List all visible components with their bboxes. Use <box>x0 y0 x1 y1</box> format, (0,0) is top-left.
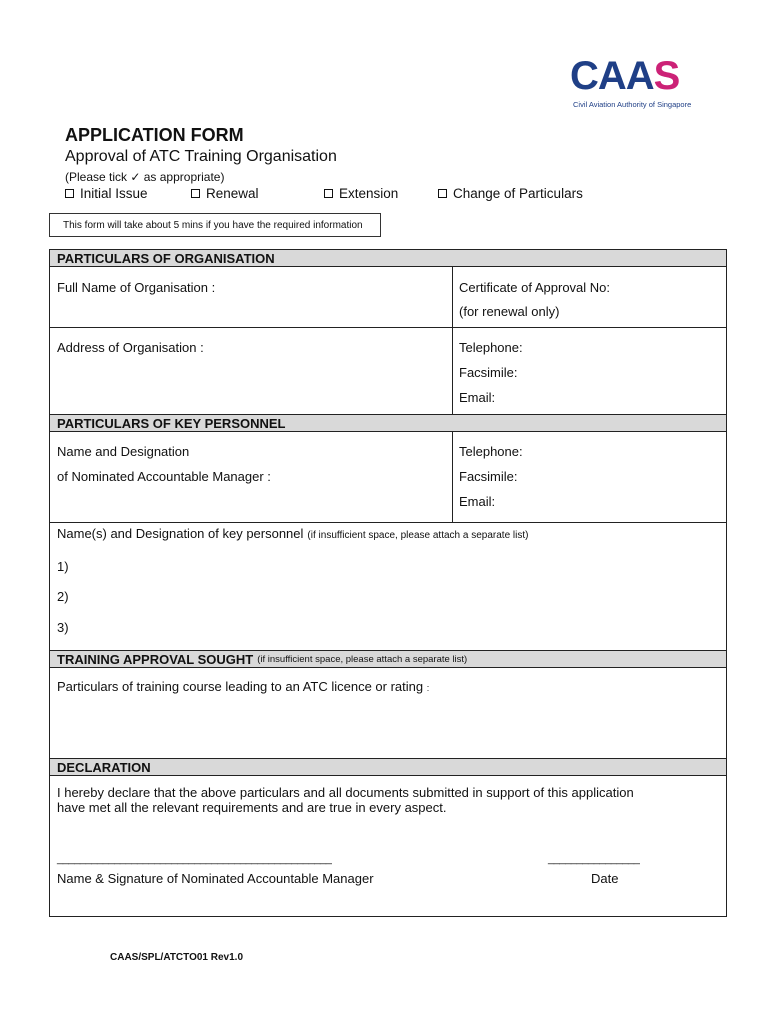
logo-wordmark <box>570 56 679 96</box>
logo-letter-c: C <box>570 54 598 98</box>
tick-instruction: (Please tick ✓ as appropriate) <box>65 170 225 184</box>
checkbox-icon[interactable] <box>191 189 200 198</box>
option-renewal[interactable] <box>191 186 259 201</box>
org-telephone-label: Telephone: <box>459 340 523 355</box>
declaration-line1: I hereby declare that the above particulars and all documents submitted in support of this application <box>57 785 634 800</box>
key-personnel-item-1: 1) <box>57 559 69 574</box>
list-label-text: Name(s) and Designation of key personnel <box>57 526 304 541</box>
logo-subtitle: Civil Aviation Authority of Singapore <box>573 100 692 109</box>
option-label: Change of Particulars <box>453 186 583 201</box>
key-personnel-item-3: 3) <box>57 620 69 635</box>
section-key-personnel-heading <box>49 414 727 432</box>
manager-email-label: Email: <box>459 494 496 509</box>
time-notice-text: This form will take about 5 mins if you have the required information <box>63 219 363 231</box>
time-notice <box>49 213 381 237</box>
form-code: CAAS/SPL/ATCTO01 Rev1.0 <box>110 952 244 963</box>
coa-label: Certificate of Approval No: <box>459 280 611 295</box>
manager-contact-field[interactable] <box>453 433 726 521</box>
date-field[interactable] <box>548 840 664 866</box>
option-label: Initial Issue <box>80 186 148 201</box>
manager-name-label-line2: of Nominated Accountable Manager : <box>57 469 271 484</box>
manager-name-field[interactable] <box>50 433 451 521</box>
option-extension[interactable] <box>324 186 398 201</box>
address-label: Address of Organisation : <box>57 340 204 355</box>
training-course-label <box>57 679 429 694</box>
date-rule: ________________ <box>548 853 640 865</box>
logo-letter-a: A <box>597 54 626 98</box>
date-label: Date <box>591 871 619 886</box>
full-name-field[interactable] <box>50 268 451 326</box>
signature-rule: ________________________________________________ <box>57 853 332 865</box>
option-initial-issue[interactable] <box>65 186 148 201</box>
address-field[interactable] <box>50 328 451 413</box>
option-label: Renewal <box>206 186 259 201</box>
signature-label: Name & Signature of Nominated Accountable Manager <box>57 871 374 886</box>
manager-facsimile-label: Facsimile: <box>459 469 518 484</box>
section-declaration-heading <box>49 758 727 776</box>
list-label-note: (if insufficient space, please attach a separate list) <box>307 530 529 541</box>
full-name-label: Full Name of Organisation : <box>57 280 216 295</box>
form-subtitle: Approval of ATC Training Organisation <box>65 148 337 165</box>
manager-name-label-line1: Name and Designation <box>57 444 190 459</box>
checkbox-icon[interactable] <box>65 189 74 198</box>
course-label-text: Particulars of training course leading to an ATC licence or rating <box>57 679 424 694</box>
key-personnel-list-field[interactable] <box>75 553 725 649</box>
section-heading-text: PARTICULARS OF KEY PERSONNEL <box>57 415 286 431</box>
signature-field[interactable] <box>57 840 405 866</box>
caas-logo <box>570 56 715 112</box>
section-organisation-heading <box>49 249 727 267</box>
row-divider <box>49 522 727 523</box>
key-personnel-item-2: 2) <box>57 589 69 604</box>
form-title: APPLICATION FORM <box>65 125 244 145</box>
checkbox-icon[interactable] <box>438 189 447 198</box>
section-training-heading <box>49 650 727 668</box>
course-label-colon: : <box>426 683 430 693</box>
section-heading-text: DECLARATION <box>57 759 151 775</box>
checkbox-icon[interactable] <box>324 189 333 198</box>
coa-number-field[interactable] <box>453 268 726 326</box>
option-change-of-particulars[interactable] <box>438 186 583 201</box>
section-heading-note: (if insufficient space, please attach a separate list) <box>257 653 468 665</box>
option-label: Extension <box>339 186 399 201</box>
coa-note: (for renewal only) <box>459 304 560 319</box>
logo-letter-a-second: A <box>625 54 654 98</box>
manager-telephone-label: Telephone: <box>459 444 523 459</box>
declaration-line2: have met all the relevant requirements and are true in every aspect. <box>57 800 447 815</box>
org-facsimile-label: Facsimile: <box>459 365 518 380</box>
org-email-label: Email: <box>459 390 496 405</box>
section-heading-text: PARTICULARS OF ORGANISATION <box>57 250 275 266</box>
training-course-field[interactable] <box>50 698 726 756</box>
section-heading-text: TRAINING APPROVAL SOUGHT <box>57 651 254 667</box>
key-personnel-list-label <box>57 526 528 541</box>
org-contact-field[interactable] <box>453 328 726 413</box>
logo-letter-s: S <box>653 54 680 98</box>
